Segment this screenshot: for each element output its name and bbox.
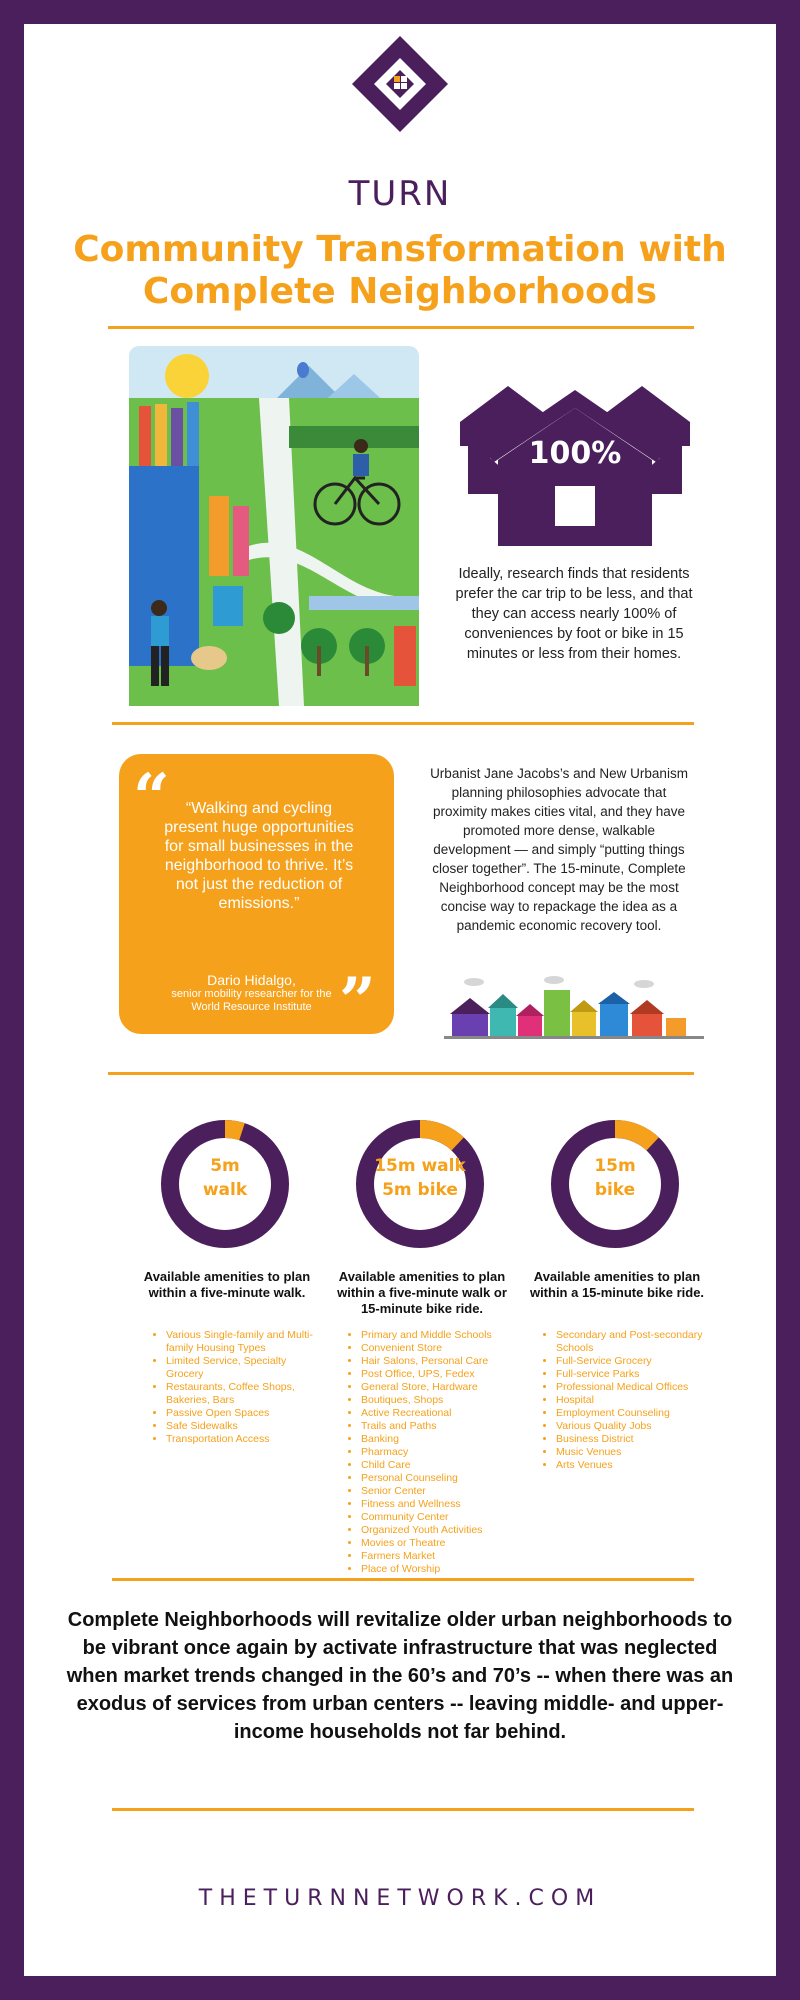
amenity-item: • Fitness and Wellness: [361, 1498, 521, 1511]
amenity-item: • Hair Salons, Personal Care: [361, 1355, 521, 1368]
amenity-item: • Restaurants, Coffee Shops, Bakeries, Bars: [166, 1381, 326, 1407]
amenity-item: • Pharmacy: [361, 1446, 521, 1459]
ring-label: [545, 1154, 685, 1202]
amenity-item: • Various Quality Jobs: [556, 1420, 716, 1433]
title-line-1: Community Transformation with: [73, 229, 727, 270]
city-illustration-icon: [129, 346, 419, 706]
amenity-item: • Community Center: [361, 1511, 521, 1524]
quote-card: [119, 754, 394, 1039]
quote-text: “Walking and cycling present huge opportunities for small businesses in the neighborhood to thrive. It’s not just the reduction of emissions.”: [164, 800, 354, 912]
amenity-item: • Arts Venues: [556, 1459, 716, 1472]
ring-label-line-1: 15m: [594, 1156, 636, 1176]
stat-description: Ideally, research finds that residents prefer the car trip to be less, and that they can access nearly 100% of conveniences by foot or bike in 15 minutes or less from their homes.: [455, 566, 693, 662]
amenity-item: • Child Care: [361, 1459, 521, 1472]
column-heading: Available amenities to plan within a 15-minute bike ride.: [529, 1269, 705, 1300]
ring-label: [155, 1154, 295, 1202]
amenity-item: • Business District: [556, 1433, 716, 1446]
close-quote-icon: ”: [339, 964, 376, 1039]
colorful-houses-icon: [444, 972, 704, 1044]
amenity-item: • Full-service Parks: [556, 1368, 716, 1381]
amenity-item: • Personal Counseling: [361, 1472, 521, 1485]
closing-statement: Complete Neighborhoods will revitalize older urban neighborhoods to be vibrant once again by activate infrastructure that was neglected when market trends changed in the 60’s and 70’s -- when there was an exodus of services from urban centers -- leaving middle- and upper-income households not far behind.: [66, 1609, 734, 1743]
amenity-item: • Convenient Store: [361, 1342, 521, 1355]
amenity-item: • Active Recreational: [361, 1407, 521, 1420]
page-title: [64, 229, 736, 313]
amenity-list: [152, 1329, 326, 1446]
divider: [112, 1578, 694, 1581]
amenity-item: • Safe Sidewalks: [166, 1420, 326, 1433]
quote-author-name: Dario Hidalgo,: [207, 972, 296, 988]
quote-author-role: senior mobility researcher for the World Resource Institute: [171, 988, 332, 1013]
logo-wordmark: TURN: [348, 174, 452, 214]
amenity-item: • Banking: [361, 1433, 521, 1446]
amenity-item: • Hospital: [556, 1394, 716, 1407]
column-heading: Available amenities to plan within a five-minute walk or 15-minute bike ride.: [337, 1269, 507, 1316]
amenity-item: • Full-Service Grocery: [556, 1355, 716, 1368]
open-quote-icon: “: [133, 760, 170, 835]
ring-label-line-2: 5m bike: [382, 1180, 458, 1200]
amenity-item: • Organized Youth Activities: [361, 1524, 521, 1537]
amenity-item: • Post Office, UPS, Fedex: [361, 1368, 521, 1381]
ring-label-line-2: walk: [202, 1180, 248, 1200]
amenity-list: [347, 1329, 521, 1576]
amenity-item: • Place of Worship: [361, 1563, 521, 1576]
quote-attribution: [159, 972, 344, 1014]
stat-badge: 100%: [528, 436, 622, 471]
website-link[interactable]: THETURNNETWORK.COM: [198, 1886, 602, 1911]
divider: [112, 722, 694, 725]
amenity-item: • General Store, Hardware: [361, 1381, 521, 1394]
amenity-item: • Farmers Market: [361, 1550, 521, 1563]
ring-label: [350, 1154, 490, 1202]
turn-logo-icon: [350, 34, 450, 154]
amenity-item: • Various Single-family and Multi-family Housing Types: [166, 1329, 326, 1355]
amenity-item: • Employment Counseling: [556, 1407, 716, 1420]
amenity-item: • Movies or Theatre: [361, 1537, 521, 1550]
amenity-item: • Senior Center: [361, 1485, 521, 1498]
divider: [108, 326, 694, 329]
divider: [108, 1072, 694, 1075]
amenity-item: • Primary and Middle Schools: [361, 1329, 521, 1342]
ring-label-line-1: 15m walk: [374, 1156, 466, 1176]
ring-label-line-1: 5m: [210, 1156, 240, 1176]
title-line-2: Complete Neighborhoods: [142, 271, 658, 312]
ring-label-line-2: bike: [594, 1180, 636, 1200]
amenity-item: • Passive Open Spaces: [166, 1407, 326, 1420]
amenity-item: • Transportation Access: [166, 1433, 326, 1446]
amenity-item: • Trails and Paths: [361, 1420, 521, 1433]
urbanism-text: Urbanist Jane Jacobs’s and New Urbanism planning philosophies advocate that proximity makes cities vital, and they have promoted more dense, walkable development — and simply “putting things closer together”. The 15-minute, Complete Neighborhood concept may be the most concise way to repackage the idea as a pandemic economic recovery tool.: [430, 766, 688, 933]
divider: [112, 1808, 694, 1811]
amenity-item: • Professional Medical Offices: [556, 1381, 716, 1394]
column-heading: Available amenities to plan within a five-minute walk.: [143, 1269, 311, 1300]
amenity-list: [542, 1329, 716, 1472]
amenity-item: • Boutiques, Shops: [361, 1394, 521, 1407]
amenity-item: • Limited Service, Specialty Grocery: [166, 1355, 326, 1381]
amenity-item: • Music Venues: [556, 1446, 716, 1459]
infographic-page: [24, 24, 776, 1976]
amenity-item: • Secondary and Post-secondary Schools: [556, 1329, 716, 1355]
